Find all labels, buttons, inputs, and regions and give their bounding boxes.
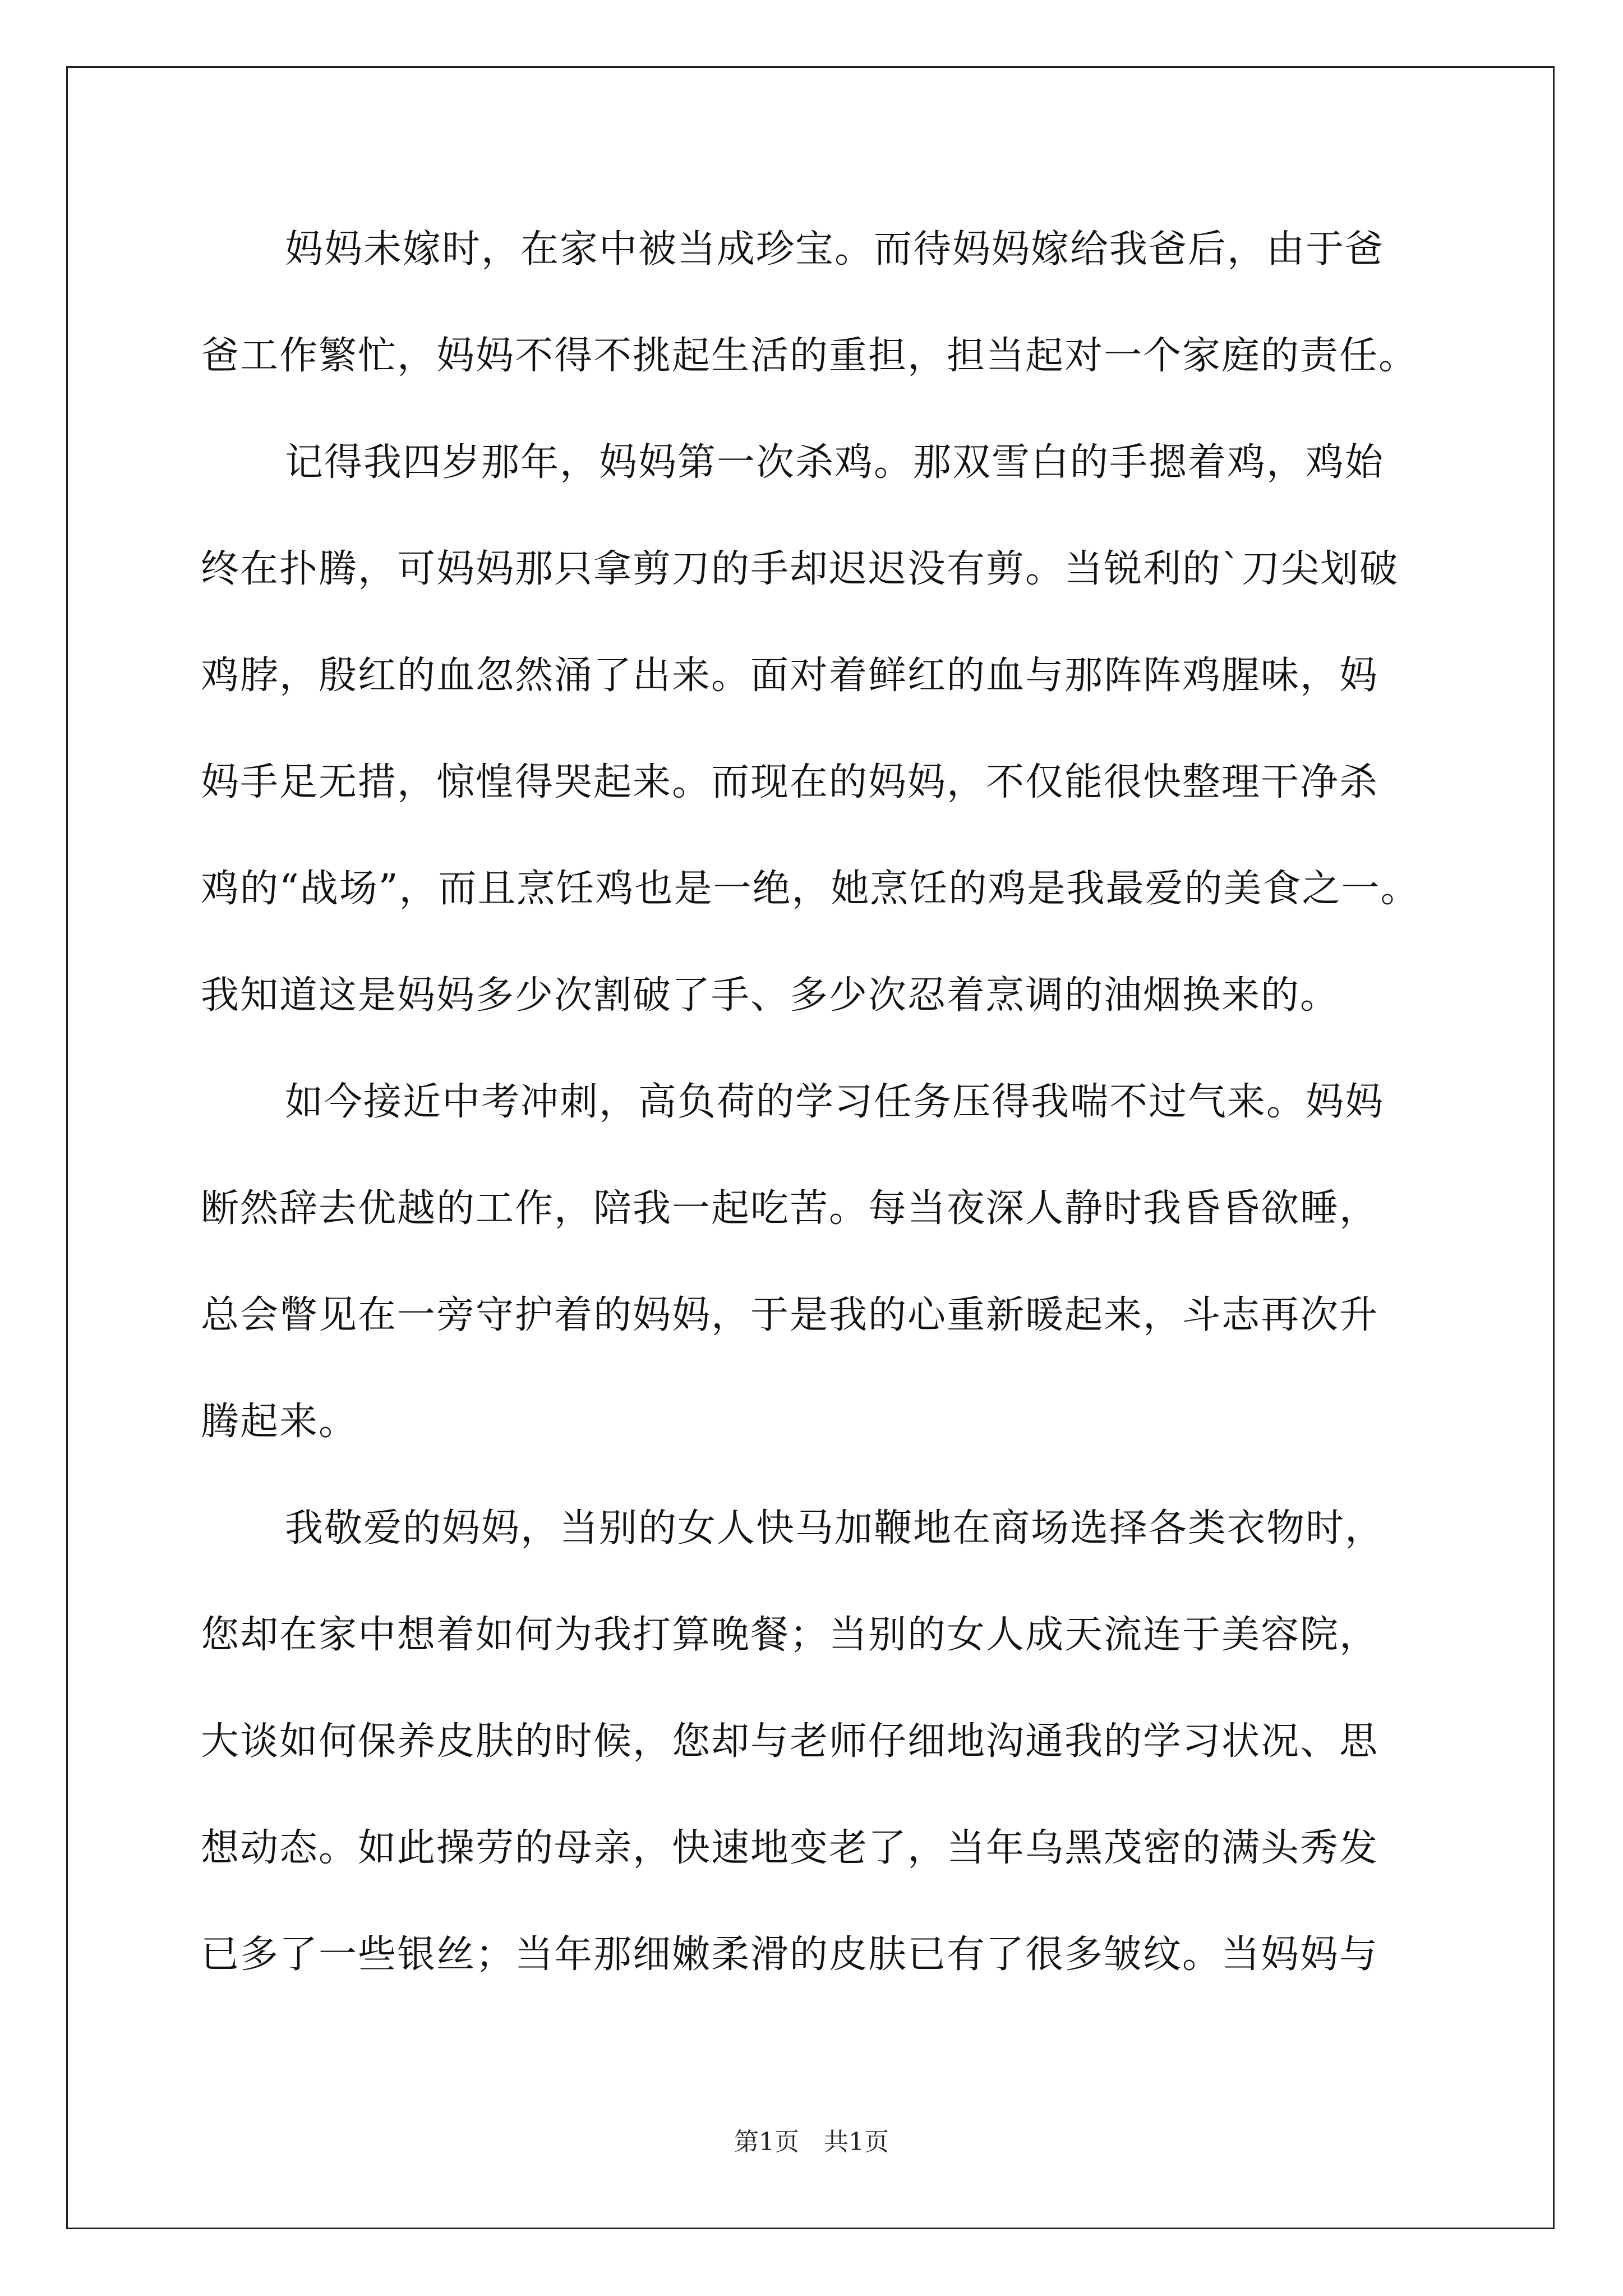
text-line: 断然辞去优越的工作，陪我一起吃苦。每当夜深人静时我昏昏欲睡，: [201, 1186, 1379, 1231]
text-line: 大谈如何保养皮肤的时候，您却与老师仔细地沟通我的学习状况、思: [201, 1719, 1379, 1764]
page-footer: 第1页 共1页: [734, 2128, 889, 2156]
text-line: 鸡的“战场”，而且烹饪鸡也是一绝，她烹饪的鸡是我最爱的美食之一。: [201, 867, 1420, 911]
text-line: 腾起来。: [201, 1400, 358, 1444]
text-line: 爸工作繁忙，妈妈不得不挑起生活的重担，担当起对一个家庭的责任。: [201, 334, 1418, 378]
text-line: 终在扑腾，可妈妈那只拿剪刀的手却迟迟没有剪。当锐利的`刀尖划破: [201, 547, 1399, 591]
document-body: [201, 216, 1435, 2028]
text-line: 您却在家中想着如何为我打算晚餐；当别的女人成天流连于美容院，: [201, 1613, 1379, 1657]
text-line: 已多了一些银丝；当年那细嫩柔滑的皮肤已有了很多皱纹。当妈妈与: [201, 1932, 1379, 1977]
text-line: 妈妈未嫁时，在家中被当成珍宝。而待妈妈嫁给我爸后，由于爸: [285, 227, 1385, 272]
text-line: 如今接近中考冲刺，高负荷的学习任务压得我喘不过气来。妈妈: [285, 1080, 1385, 1124]
text-line: 想动态。如此操劳的母亲，快速地变老了，当年乌黑茂密的满头秀发: [201, 1826, 1379, 1870]
text-line: 记得我四岁那年，妈妈第一次杀鸡。那双雪白的手摁着鸡，鸡始: [285, 440, 1385, 485]
text-line: 我知道这是妈妈多少次割破了手、多少次忍着烹调的油烟换来的。: [201, 973, 1340, 1018]
text-line: 鸡脖，殷红的血忽然涌了出来。面对着鲜红的血与那阵阵鸡腥味，妈: [201, 654, 1379, 698]
text-line: 妈手足无措，惊惶得哭起来。而现在的妈妈，不仅能很快整理干净杀: [201, 760, 1379, 804]
text-line: 总会瞥见在一旁守护着的妈妈，于是我的心重新暖起来，斗志再次升: [201, 1293, 1379, 1337]
text-line: 我敬爱的妈妈，当别的女人快马加鞭地在商场选择各类衣物时，: [285, 1506, 1385, 1550]
